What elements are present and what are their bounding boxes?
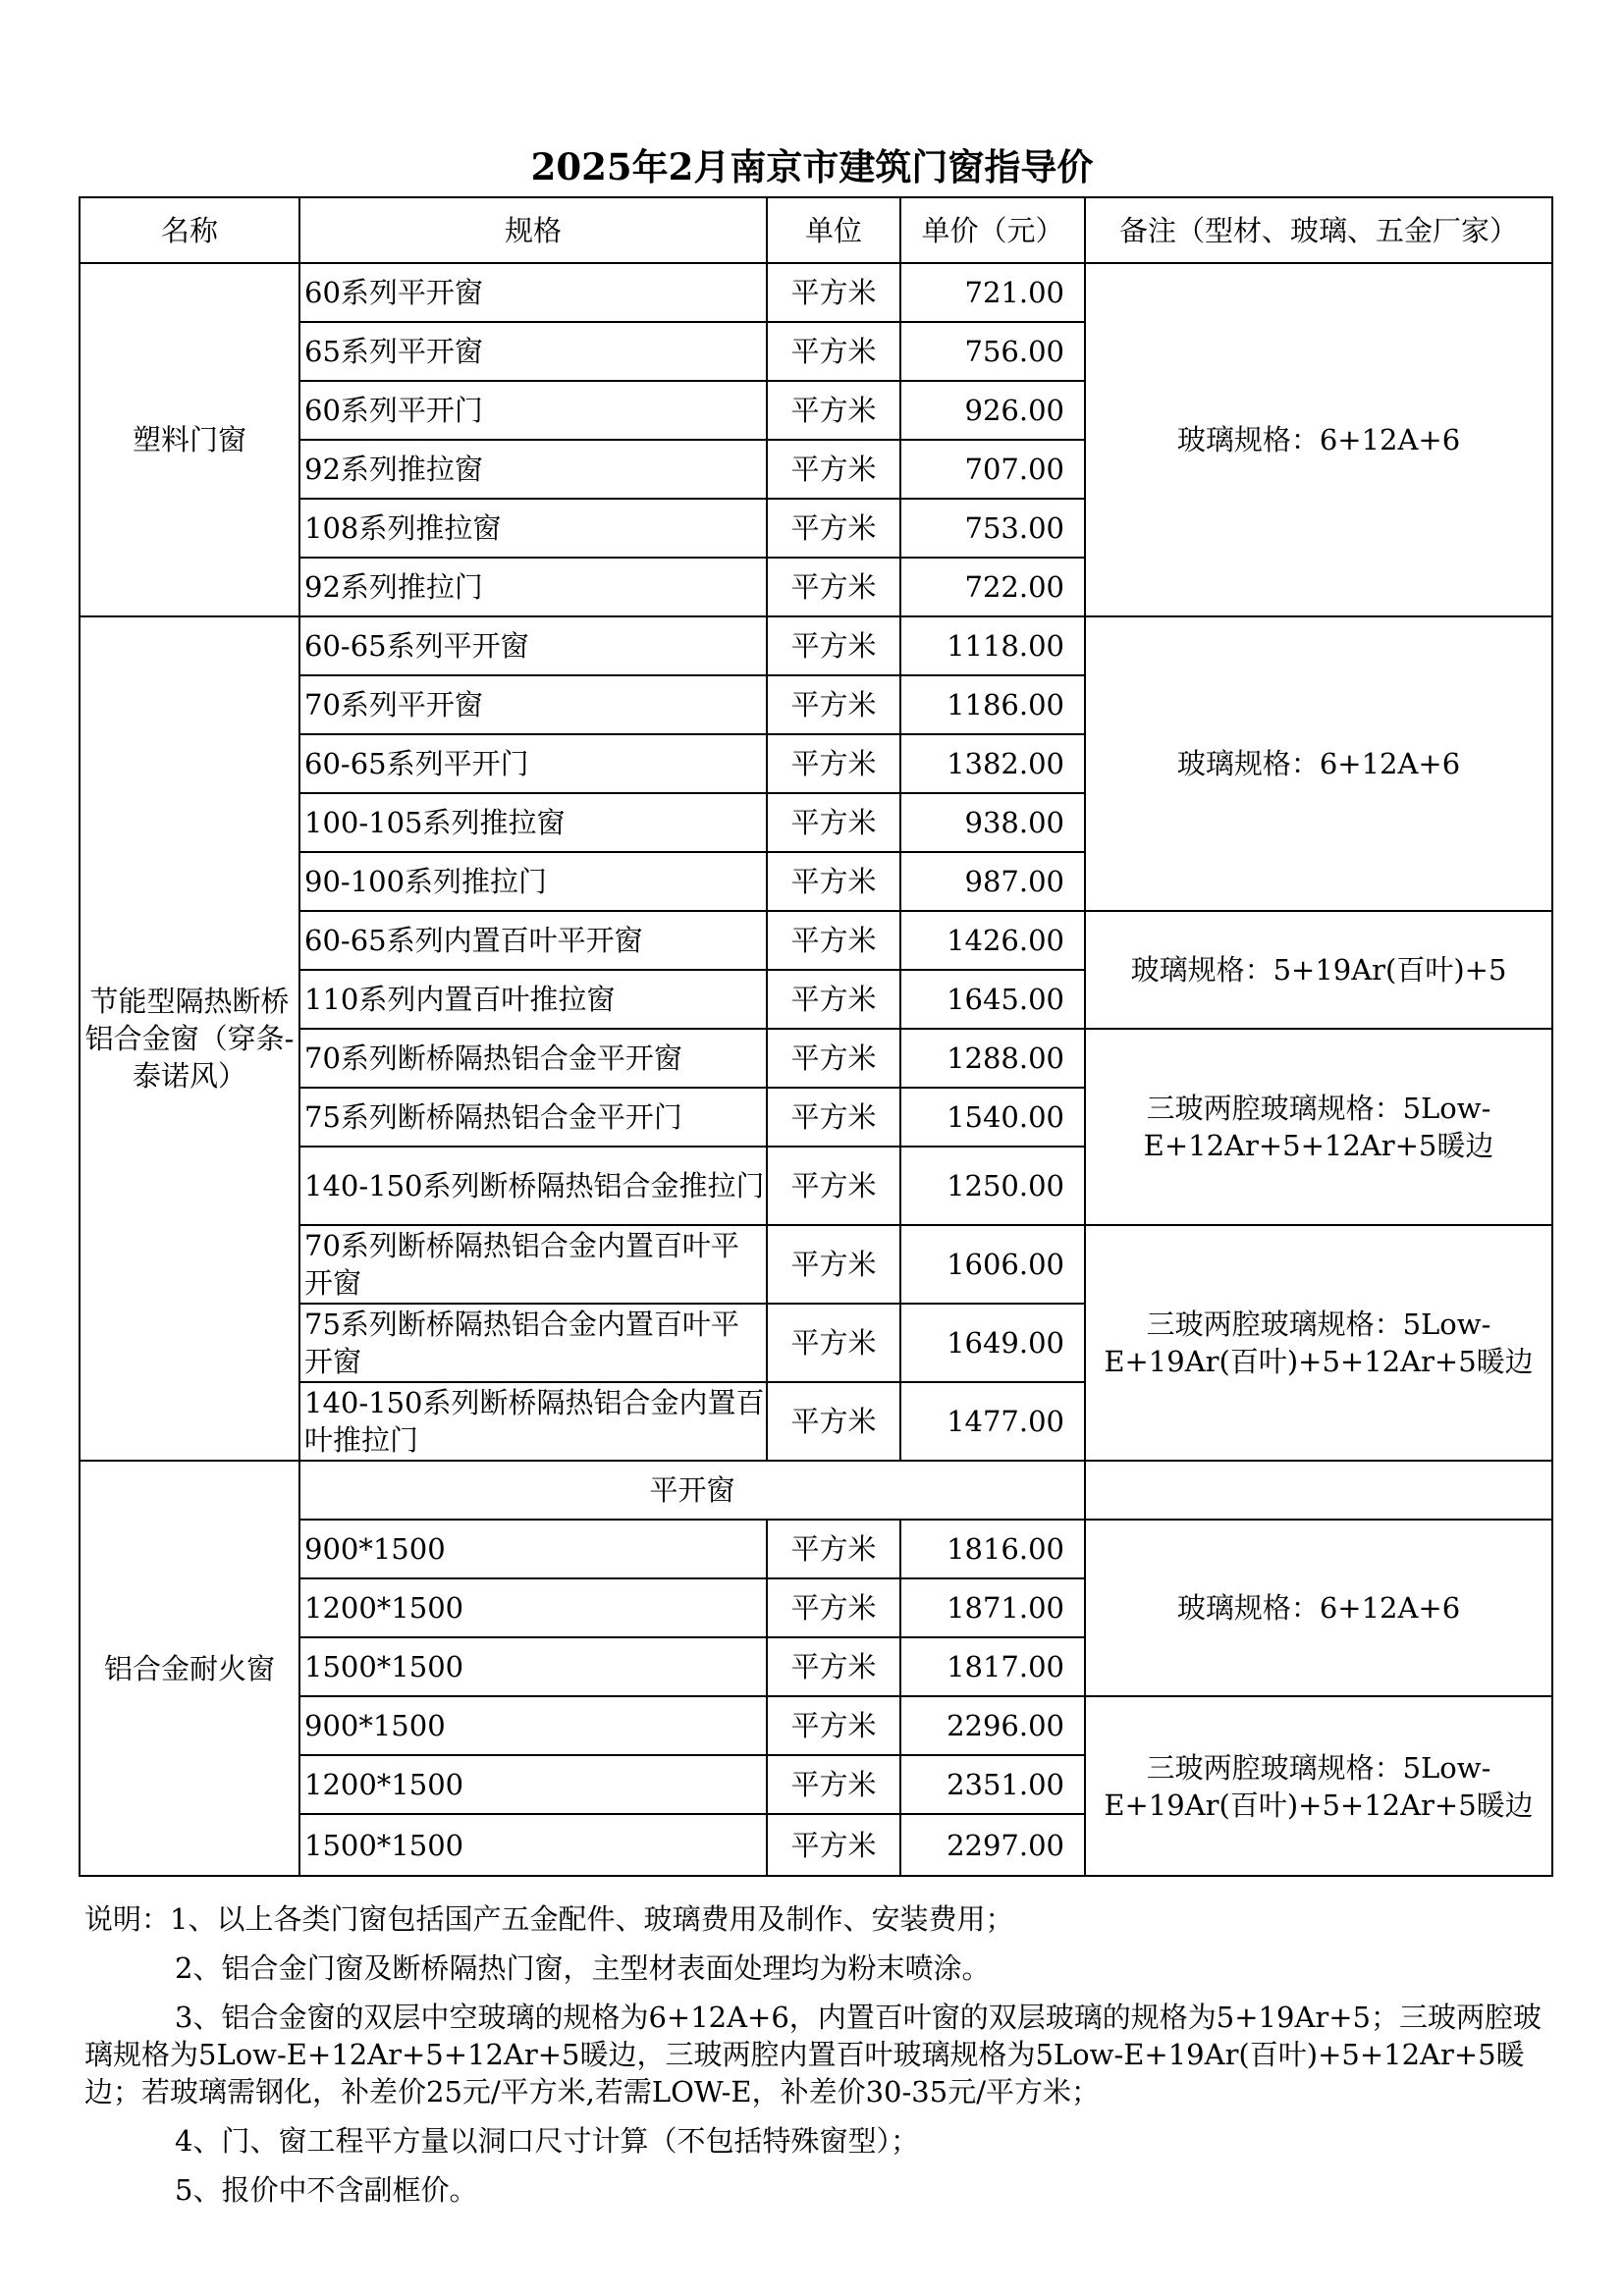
note-cell: 玻璃规格：6+12A+6 [1085,1520,1552,1696]
unit-cell: 平方米 [767,1088,900,1147]
price-cell: 987.00 [900,852,1085,911]
price-cell: 707.00 [900,440,1085,499]
page-title: 2025年2月南京市建筑门窗指导价 [530,145,1094,188]
unit-cell: 平方米 [767,1755,900,1814]
unit-cell: 平方米 [767,1814,900,1876]
header-name: 名称 [80,197,299,263]
price-cell: 1477.00 [900,1382,1085,1461]
spec-cell: 75系列断桥隔热铝合金平开门 [299,1088,767,1147]
spec-cell: 92系列推拉门 [299,558,767,616]
price-cell: 1382.00 [900,734,1085,793]
unit-cell: 平方米 [767,1304,900,1382]
price-cell: 721.00 [900,263,1085,322]
spec-cell: 60系列平开门 [299,381,767,440]
spec-cell: 90-100系列推拉门 [299,852,767,911]
price-cell: 1250.00 [900,1147,1085,1225]
unit-cell: 平方米 [767,1029,900,1088]
spec-cell: 1200*1500 [299,1578,767,1637]
header-note: 备注（型材、玻璃、五金厂家） [1085,197,1552,263]
unit-cell: 平方米 [767,852,900,911]
table-row [80,616,1552,675]
table-row [80,1696,1552,1755]
category-name: 节能型隔热断桥铝合金窗（穿条-泰诺风） [80,616,299,1461]
note-line: 说明：1、以上各类门窗包括国产五金配件、玻璃费用及制作、安装费用； [84,1902,1014,1936]
unit-cell: 平方米 [767,381,900,440]
price-cell: 1871.00 [900,1578,1085,1637]
price-cell: 753.00 [900,499,1085,558]
spec-cell: 70系列平开窗 [299,675,767,734]
spec-cell: 100-105系列推拉窗 [299,793,767,852]
unit-cell: 平方米 [767,1520,900,1578]
spec-cell: 140-150系列断桥隔热铝合金推拉门 [299,1147,767,1225]
spec-cell: 60-65系列平开门 [299,734,767,793]
table-row [80,1461,1552,1520]
empty-note-cell [1085,1461,1552,1520]
unit-cell: 平方米 [767,970,900,1029]
spec-cell: 75系列断桥隔热铝合金内置百叶平开窗 [299,1304,767,1382]
note-line: 3、铝合金窗的双层中空玻璃的规格为6+12A+6，内置百叶窗的双层玻璃的规格为5+19Ar+5；三玻两腔玻璃规格为5Low-E+12Ar+5+12Ar+5暖边，三玻两腔内置百叶玻璃规格为5Low-E+19Ar(百叶)+5+12Ar+5暖边；若玻璃需钢化，补差价25元/平方米,若需LOW-E，补差价30-35元/平方米； [84,2001,1543,2109]
table-row [80,1029,1552,1088]
price-cell: 1540.00 [900,1088,1085,1147]
price-cell: 2297.00 [900,1814,1085,1876]
spec-cell: 1500*1500 [299,1814,767,1876]
note-cell: 玻璃规格：6+12A+6 [1085,616,1552,911]
note-cell: 玻璃规格：6+12A+6 [1085,263,1552,616]
price-cell: 1288.00 [900,1029,1085,1088]
unit-cell: 平方米 [767,263,900,322]
table-row [80,1520,1552,1578]
price-cell: 722.00 [900,558,1085,616]
header-unit: 单位 [767,197,900,263]
unit-cell: 平方米 [767,616,900,675]
price-cell: 1606.00 [900,1225,1085,1304]
spec-cell: 900*1500 [299,1696,767,1755]
unit-cell: 平方米 [767,911,900,970]
category-name: 塑料门窗 [80,263,299,616]
price-cell: 2351.00 [900,1755,1085,1814]
price-cell: 938.00 [900,793,1085,852]
notes-section [84,1900,1557,2220]
unit-cell: 平方米 [767,675,900,734]
price-cell: 1816.00 [900,1520,1085,1578]
price-cell: 926.00 [900,381,1085,440]
spec-cell: 70系列断桥隔热铝合金平开窗 [299,1029,767,1088]
spec-cell: 108系列推拉窗 [299,499,767,558]
header-price: 单价（元） [900,197,1085,263]
spec-cell: 65系列平开窗 [299,322,767,381]
subheader-cell: 平开窗 [299,1461,1085,1520]
spec-cell: 60-65系列内置百叶平开窗 [299,911,767,970]
header-spec: 规格 [299,197,767,263]
price-cell: 1426.00 [900,911,1085,970]
note-line: 4、门、窗工程平方量以洞口尺寸计算（不包括特殊窗型）； [175,2124,919,2158]
spec-cell: 110系列内置百叶推拉窗 [299,970,767,1029]
price-table [79,196,1553,1877]
unit-cell: 平方米 [767,440,900,499]
price-cell: 1645.00 [900,970,1085,1029]
unit-cell: 平方米 [767,793,900,852]
unit-cell: 平方米 [767,1225,900,1304]
unit-cell: 平方米 [767,499,900,558]
note-cell: 三玻两腔玻璃规格：5Low-E+19Ar(百叶)+5+12Ar+5暖边 [1085,1696,1552,1876]
header-row [80,197,1552,263]
note-line: 5、报价中不含副框价。 [175,2173,478,2207]
table-row [80,263,1552,322]
category-name: 铝合金耐火窗 [80,1461,299,1876]
note-cell: 三玻两腔玻璃规格：5Low-E+19Ar(百叶)+5+12Ar+5暖边 [1085,1225,1552,1461]
spec-cell: 92系列推拉窗 [299,440,767,499]
note-cell: 三玻两腔玻璃规格：5Low-E+12Ar+5+12Ar+5暖边 [1085,1029,1552,1225]
price-cell: 756.00 [900,322,1085,381]
unit-cell: 平方米 [767,734,900,793]
price-cell: 1649.00 [900,1304,1085,1382]
unit-cell: 平方米 [767,1382,900,1461]
table-row [80,1225,1552,1304]
spec-cell: 1200*1500 [299,1755,767,1814]
spec-cell: 140-150系列断桥隔热铝合金内置百叶推拉门 [299,1382,767,1461]
unit-cell: 平方米 [767,1637,900,1696]
spec-cell: 1500*1500 [299,1637,767,1696]
spec-cell: 70系列断桥隔热铝合金内置百叶平开窗 [299,1225,767,1304]
unit-cell: 平方米 [767,558,900,616]
note-line: 2、铝合金门窗及断桥隔热门窗，主型材表面处理均为粉末喷涂。 [175,1951,991,1985]
unit-cell: 平方米 [767,1696,900,1755]
unit-cell: 平方米 [767,322,900,381]
unit-cell: 平方米 [767,1578,900,1637]
price-cell: 2296.00 [900,1696,1085,1755]
price-cell: 1186.00 [900,675,1085,734]
unit-cell: 平方米 [767,1147,900,1225]
spec-cell: 60-65系列平开窗 [299,616,767,675]
table-row [80,911,1552,970]
note-cell: 玻璃规格：5+19Ar(百叶)+5 [1085,911,1552,1029]
price-cell: 1817.00 [900,1637,1085,1696]
spec-cell: 60系列平开窗 [299,263,767,322]
spec-cell: 900*1500 [299,1520,767,1578]
price-cell: 1118.00 [900,616,1085,675]
